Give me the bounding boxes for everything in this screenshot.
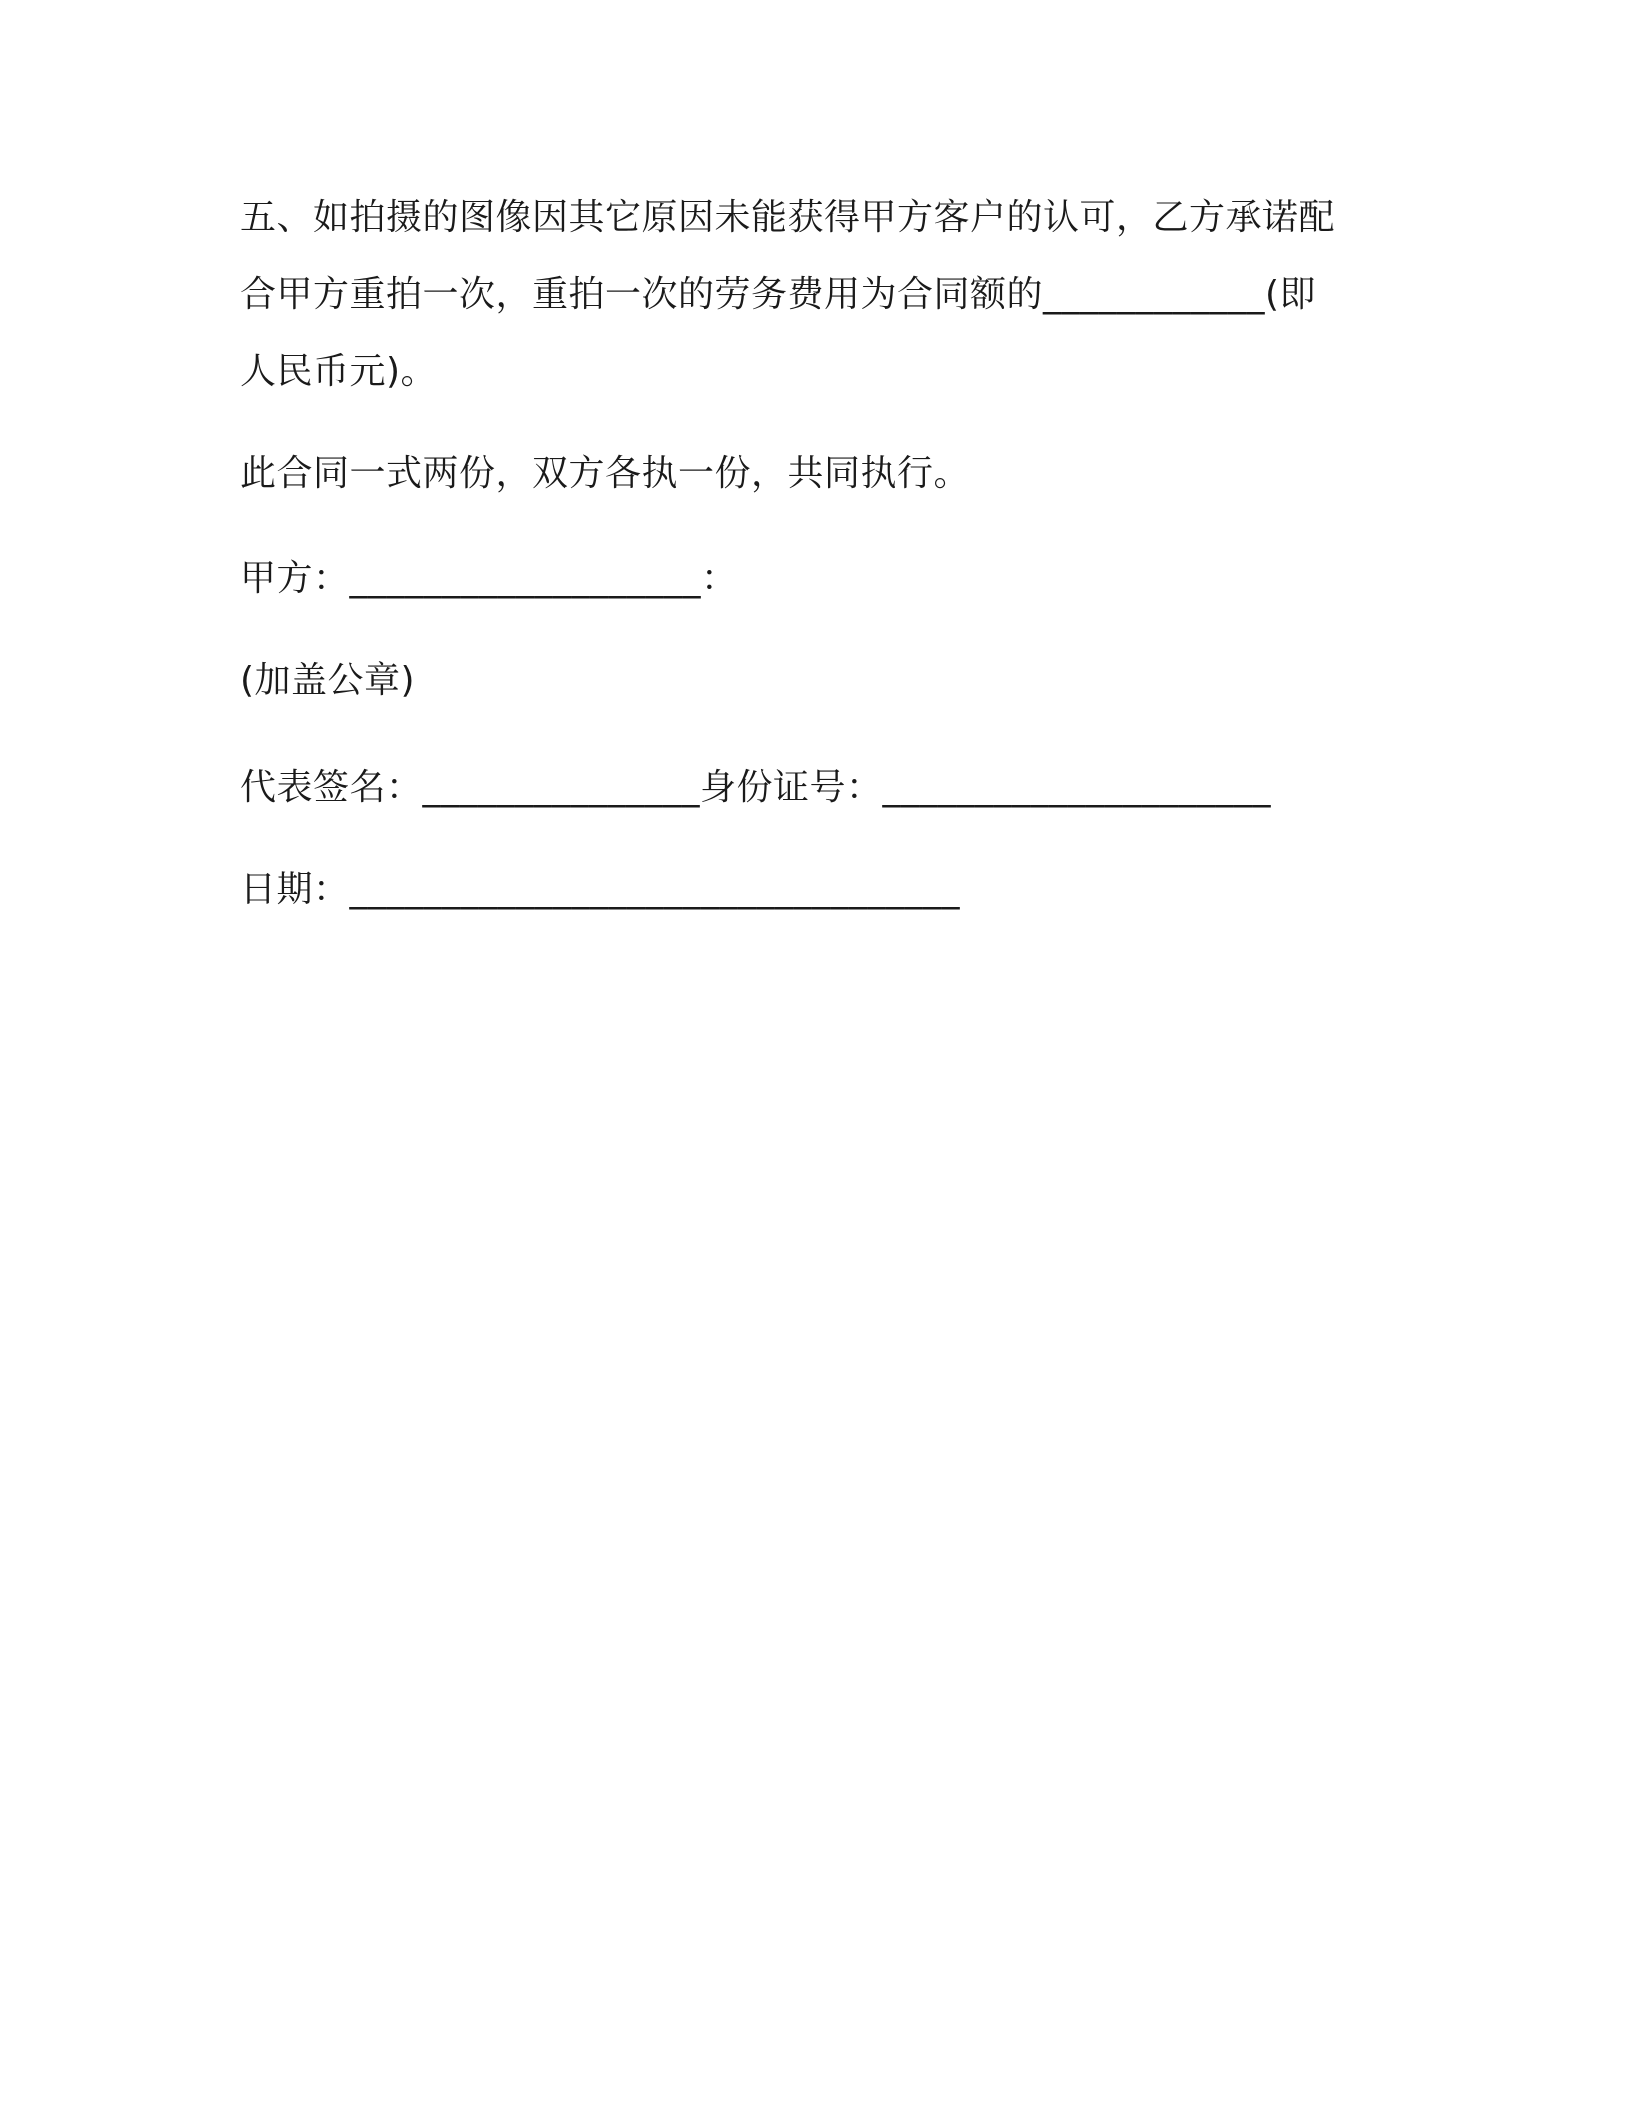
clause-5-line-3: 人民币元)。	[240, 351, 438, 392]
clause-5-line-2: 合甲方重拍一次，重拍一次的劳务费用为合同额的____________(即	[240, 274, 1317, 315]
clause-5-line-1: 五、如拍摄的图像因其它原因未能获得甲方客户的认可，乙方承诺配	[240, 197, 1336, 238]
date-line: 日期：_________________________________	[240, 869, 961, 910]
seal-note: (加盖公章)	[240, 660, 416, 701]
signature-id-line: 代表签名：_______________身份证号：_____________________	[240, 767, 1272, 808]
party-a-line: 甲方：___________________：	[240, 558, 738, 599]
copies-statement: 此合同一式两份，双方各执一份，共同执行。	[240, 453, 971, 494]
